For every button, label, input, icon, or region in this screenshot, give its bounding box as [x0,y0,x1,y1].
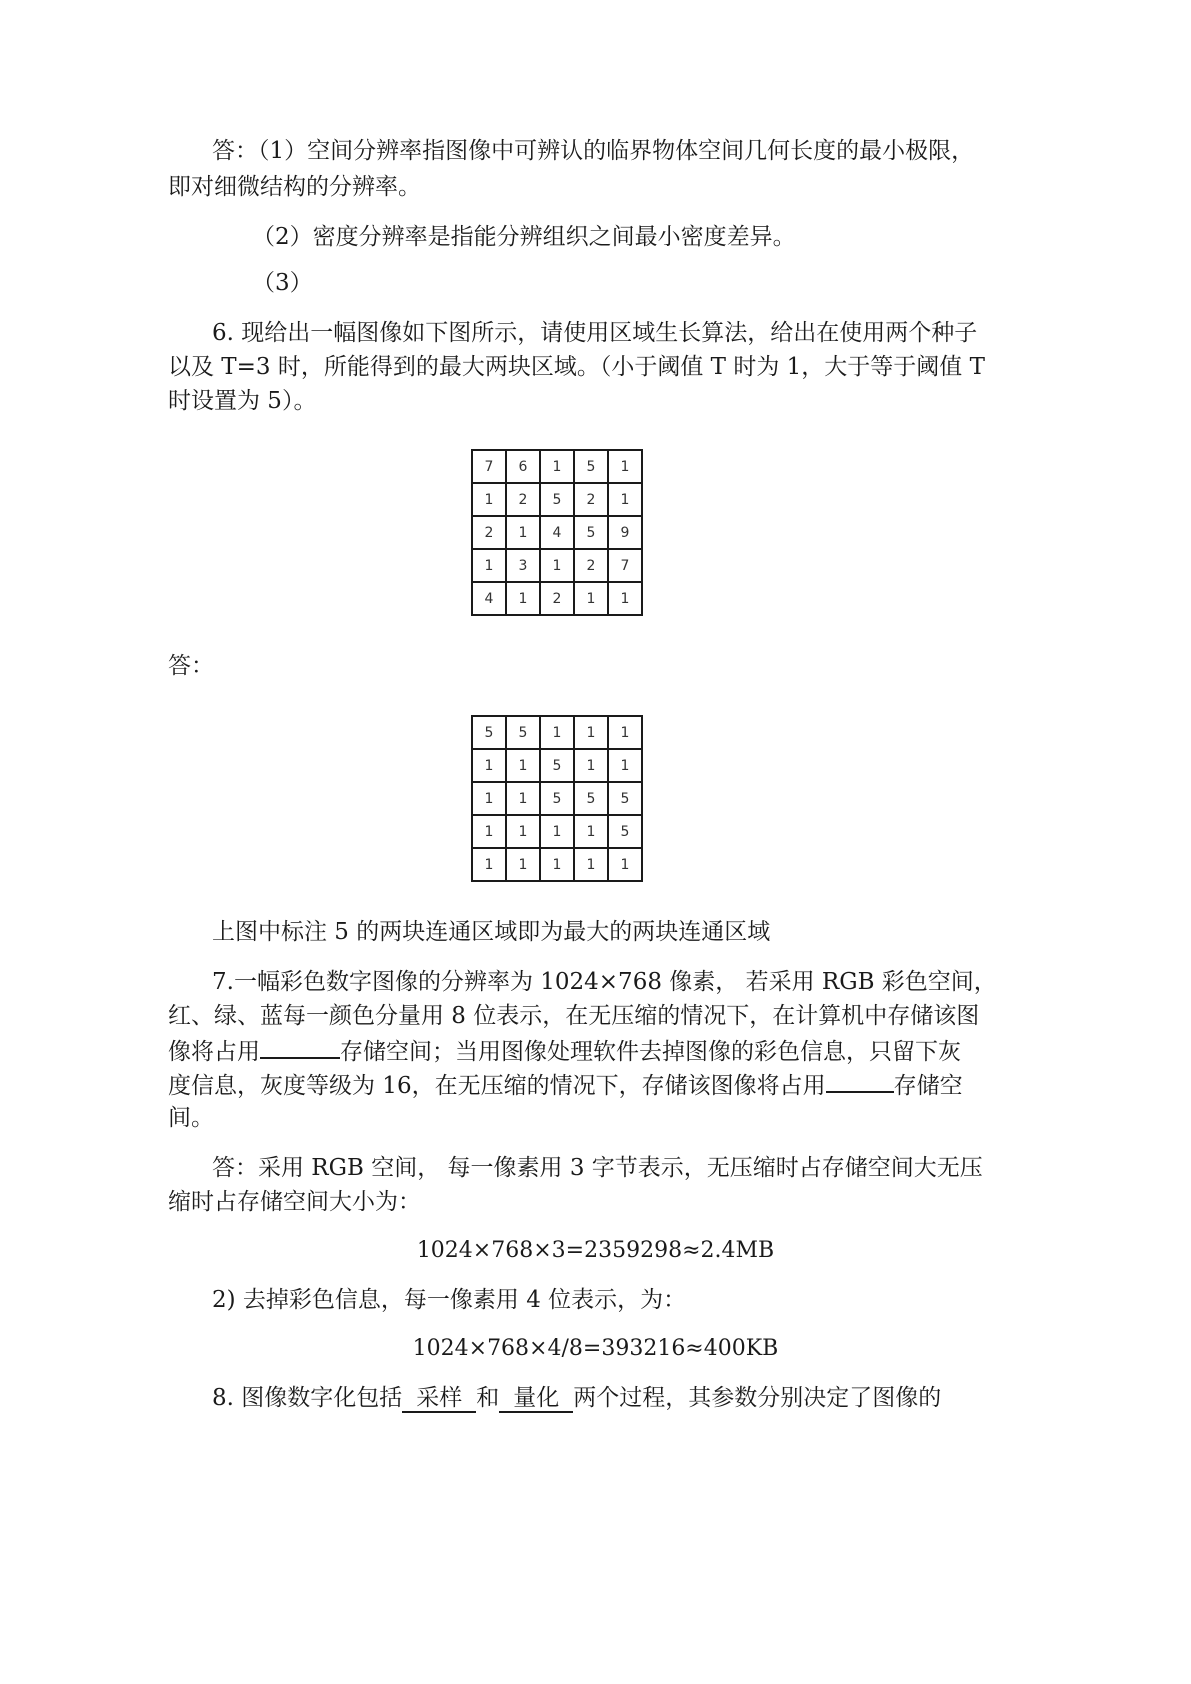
q5-answer-line1: 答：（1）空间分辨率指图像中可辨认的临界物体空间几何长度的最小极限， [212,138,975,164]
storage-answer-blank-1 [260,1035,340,1059]
grid-cell: 1 [506,815,540,848]
grid-row [472,749,642,782]
grid-cell: 1 [574,848,608,881]
q7-formula-rgb: 1024×768×3=2359298≈2.4MB [416,1238,775,1263]
grid-cell: 5 [574,450,608,483]
grid-cell: 1 [608,848,642,881]
q7-formula-gray: 1024×768×4/8=393216≈400KB [412,1336,779,1361]
q5-answer-part2: （2）密度分辨率是指能分辨组织之间最小密度差异。 [252,224,796,250]
grid-cell: 4 [540,516,574,549]
grid-cell: 1 [608,450,642,483]
grid-cell: 5 [574,516,608,549]
grid-cell: 5 [540,749,574,782]
grid-cell: 1 [506,582,540,615]
grid-row [472,516,642,549]
grid-cell: 5 [506,716,540,749]
grid-cell: 1 [574,815,608,848]
q7-line4-after-blank: 存储空 [893,1073,963,1099]
grid-cell: 6 [506,450,540,483]
grid-cell: 1 [472,815,506,848]
q8-blank-sampling: 采样 [402,1385,476,1413]
grid-row [472,483,642,516]
q7-question-line4 [168,1069,963,1101]
grid-cell: 2 [540,582,574,615]
output-region-grid [471,715,643,882]
grid-cell: 1 [506,516,540,549]
grid-cell: 2 [574,549,608,582]
grid-cell: 1 [472,848,506,881]
q8-prefix: 8. 图像数字化包括 [212,1385,403,1411]
grid-cell: 5 [574,782,608,815]
grid-cell: 1 [540,549,574,582]
grid-cell: 1 [506,848,540,881]
grid-cell: 1 [540,450,574,483]
grid-cell: 1 [540,815,574,848]
grid-cell: 1 [540,848,574,881]
grid-row [472,782,642,815]
q5-answer-part3: （3） [252,270,313,296]
q7-line3-before-blank: 像将占用 [168,1039,260,1065]
grid-cell: 1 [472,483,506,516]
q8-blank-quantization: 量化 [499,1385,573,1413]
grid-cell: 7 [472,450,506,483]
input-image-grid [471,449,643,616]
grid-row [472,450,642,483]
grid-cell: 1 [574,582,608,615]
q7-question-line5: 间。 [168,1105,214,1131]
grid-cell: 1 [540,716,574,749]
q7-line4-before-blank: 度信息，灰度等级为 16，在无压缩的情况下，存储该图像将占用 [168,1073,826,1099]
grid-cell: 1 [506,782,540,815]
grid-cell: 1 [472,749,506,782]
q6-question-line2: 以及 T=3 时，所能得到的最大两块区域。（小于阈值 T 时为 1，大于等于阈值 T [168,354,985,380]
q8-question-line1 [212,1383,941,1413]
q6-answer-label: 答： [168,653,214,679]
q7-line3-after-blank: 存储空间；当用图像处理软件去掉图像的彩色信息，只留下灰 [340,1039,961,1065]
q7-answer-line1: 答：采用 RGB 空间， 每一像素用 3 字节表示，无压缩时占存储空间大无压 [212,1155,983,1181]
q6-question-line1: 6. 现给出一幅图像如下图所示，请使用区域生长算法，给出在使用两个种子 [212,320,978,346]
q7-question-line3 [168,1035,961,1067]
grid-row [472,815,642,848]
grid-cell: 7 [608,549,642,582]
q7-question-line1: 7.一幅彩色数字图像的分辨率为 1024×768 像素， 若采用 RGB 彩色空间， [212,969,997,995]
grid-cell: 1 [574,749,608,782]
grid-cell: 5 [608,782,642,815]
grid-cell: 1 [608,749,642,782]
grid-cell: 2 [472,516,506,549]
grid-cell: 1 [472,782,506,815]
grid-row [472,549,642,582]
q7-answer-part2: 2) 去掉彩色信息，每一像素用 4 位表示，为： [212,1287,687,1313]
q6-question-line3: 时设置为 5）。 [168,388,317,414]
q8-middle: 和 [476,1385,500,1411]
q5-answer-line2: 即对细微结构的分辨率。 [168,174,421,200]
grid-row [472,848,642,881]
q8-suffix: 两个过程，其参数分别决定了图像的 [573,1385,942,1411]
grid-cell: 1 [608,483,642,516]
grid-cell: 5 [472,716,506,749]
grid-row [472,716,642,749]
grid-cell: 2 [574,483,608,516]
q7-question-line2: 红、绿、蓝每一颜色分量用 8 位表示，在无压缩的情况下，在计算机中存储该图 [168,1003,980,1029]
q6-conclusion: 上图中标注 5 的两块连通区域即为最大的两块连通区域 [212,919,771,945]
q7-answer-line2: 缩时占存储空间大小为： [168,1189,421,1215]
grid-cell: 5 [540,782,574,815]
grid-cell: 5 [540,483,574,516]
grid-cell: 1 [574,716,608,749]
grid-cell: 4 [472,582,506,615]
grid-cell: 1 [472,549,506,582]
grid-cell: 1 [608,716,642,749]
grid-cell: 2 [506,483,540,516]
grid-row [472,582,642,615]
storage-answer-blank-2 [826,1069,894,1093]
grid-cell: 5 [608,815,642,848]
grid-cell: 1 [608,582,642,615]
grid-cell: 3 [506,549,540,582]
grid-cell: 1 [506,749,540,782]
grid-cell: 9 [608,516,642,549]
